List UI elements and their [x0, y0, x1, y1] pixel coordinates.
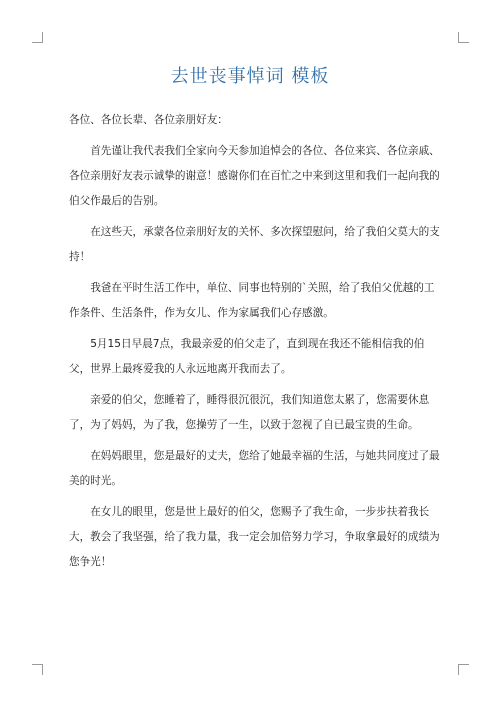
crop-mark-top-right	[458, 32, 469, 43]
paragraph: 亲爱的伯父，您睡着了，睡得很沉很沉，我们知道您太累了，您需要休息了，为了妈妈，为了我，您操劳了一生，以致于忽视了自已最宝贵的生命。	[69, 394, 430, 431]
paragraph: 我爸在平时生活工作中，单位、同事也特别的`关照，给了我伯父优越的工作条件、生活条件，作为女儿、作为家属我们心存感激。	[69, 282, 435, 319]
greeting-line: 各位、各位长辈、各位亲朋好友：	[69, 114, 228, 126]
paragraph: 在这些天，承蒙各位亲朋好友的关怀、多次探望慰问，给了我伯父莫大的支持！	[69, 226, 440, 263]
crop-mark-bottom-left	[32, 664, 43, 675]
paragraph: 首先谨让我代表我们全家向今天参加追悼会的各位、各位来宾、各位亲戚、各位亲朋好友表示诚挚的谢意！感谢你们在百忙之中来到这里和我们一起向我的伯父作最后的告别。	[69, 145, 440, 207]
paragraph: 5月15日早晨7点，我最亲爱的伯父走了，直到现在我还不能相信我的伯父，世界上最疼爱我的人永远地离开我而去了。	[69, 338, 425, 375]
paragraph: 在女儿的眼里，您是世上最好的伯父，您赐予了我生命，一步步扶着我长大，教会了我坚强，给了我力量，我一定会加倍努力学习，争取拿最好的成绩为您争光！	[69, 506, 440, 568]
document-title: 去世丧事悼词 模板	[170, 66, 330, 87]
paragraph: 在妈妈眼里，您是最好的丈夫，您给了她最幸福的生活，与她共同度过了最美的时光。	[69, 450, 440, 487]
crop-mark-bottom-right	[458, 664, 469, 675]
document-body	[69, 108, 444, 581]
crop-mark-top-left	[32, 32, 43, 43]
